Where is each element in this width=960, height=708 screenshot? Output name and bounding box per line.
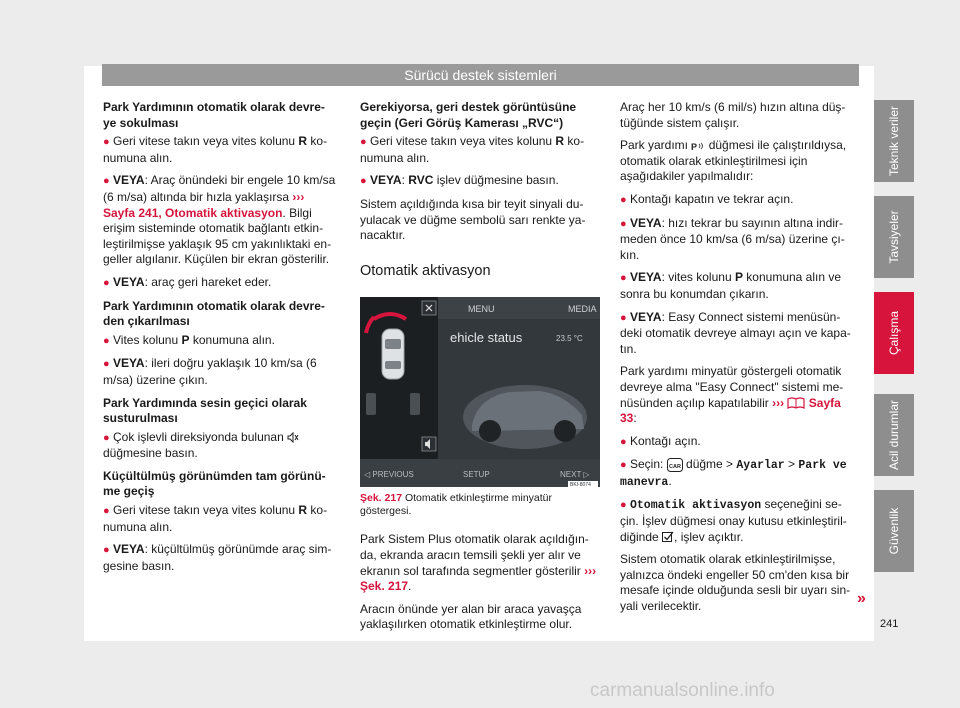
bullet: ● VEYA: hızı tekrar bu sayının altına indir-meden önce 10 km/sa (6 m/sa) üzerine çı-kın. (620, 215, 845, 262)
fig-setup-label: SETUP (463, 470, 490, 480)
bullet: ● Geri vitese takın veya vites kolunu R ko-numuna alın. (360, 134, 585, 165)
bullet: ● Geri vitese takın veya vites kolunu R ko-numuna alın. (103, 503, 328, 534)
bullet-icon: ● (103, 505, 110, 518)
rvc-button-label: RVC (408, 173, 434, 188)
bullet: ● Seçin: CAR düğme > Ayarlar > Park ve manevra. (620, 457, 847, 489)
page-reference-link[interactable]: ››› Sayfa 241, Otomatik aktivasyon (103, 189, 305, 220)
fig-title: ehicle status (450, 330, 523, 346)
fig-prev-label: ◁ PREVIOUS (364, 470, 414, 480)
paragraph: Park Sistem Plus otomatik olarak açıldığın-da, ekranda aracın temsili şekli yer alır ve ekranın sol tarafında segmentler gösterilir ››› Şek. 217. (360, 532, 597, 594)
bullet-icon: ● (360, 175, 367, 188)
bullet-icon: ● (103, 358, 110, 371)
paragraph: Aracın önünde yer alan bir araca yavaşça yaklaşılırken otomatik etkinleştirme olur. (360, 601, 582, 632)
tab-teknik-veriler[interactable]: Teknik veriler (874, 100, 914, 182)
paragraph: Araç her 10 km/s (6 mil/s) hızın altına düş-tüğünde sistem çalışır. (620, 100, 846, 130)
bullet: ● Vites kolunu P konumuna alın. (103, 332, 275, 347)
paragraph: Sistem açıldığında kısa bir teyit sinyali du-yulacak ve düğme sembolü sarı renkte ya-nacaktır. (360, 196, 586, 243)
bullet: ● Otomatik aktivasyon seçeneğini se-çin. İşlev düğmesi onay kutusu etkinleştiril-diğinde , işlev açıktır. (620, 497, 847, 544)
bullet-icon: ● (620, 193, 627, 206)
column-2 (360, 100, 600, 640)
book-icon (787, 397, 805, 409)
column-3 (620, 100, 860, 622)
bullet-icon: ● (103, 334, 110, 347)
bullet: ● Geri vitese takın veya vites kolunu R ko-numuna alın. (103, 134, 328, 165)
bullet-icon: ● (620, 272, 627, 285)
paragraph: Sistem otomatik olarak etkinleştirilmişse, yalnızca öndeki engeller 50 cm'den kısa bir mesafe içinde olduğunda sesli bir uyarı sin-yali verilecektir. (620, 552, 851, 614)
fig-code: BKI-8074 (570, 482, 591, 488)
section-title: Otomatik aktivasyon (360, 262, 491, 279)
heading-mute: Park Yardımında sesin geçici olarak susturulması (103, 395, 307, 426)
fig-temperature: 23.5 °C (556, 334, 583, 344)
figure-217-screen (360, 297, 600, 487)
infotainment-screen-illustration (360, 297, 600, 487)
tab-tavsiyeler[interactable]: Tavsiyeler (874, 196, 914, 278)
bullet-icon: ● (103, 136, 110, 149)
fig-next-label: NEXT ▷ (560, 470, 590, 480)
fig-media-label: MEDIA (568, 304, 597, 315)
park-assist-icon (691, 141, 705, 152)
paragraph: Park yardımı minyatür göstergeli otomatik devreye alma "Easy Connect" sistemi me-nüsünden açılıp kapatılabilir ››› Sayfa 33: (620, 364, 844, 426)
tab-calisma[interactable]: Çalışma (874, 292, 914, 374)
heading-view-switch: Küçültülmüş görünümden tam görünü-me geçiş (103, 468, 326, 499)
continued-marker: » (857, 590, 866, 607)
watermark: carmanualsonline.info (590, 680, 775, 701)
bullet: ● VEYA: Araç önündeki bir engele 10 km/sa (6 m/sa) altında bir hızla yaklaşırsa ››› Sayfa 241, Otomatik aktivasyon. Bilgi erişim sisteminde otomatik bağlantı etkin-leştirilmişse yaklaşık 95 cm yakınlıktaki en-geller algılanır. Küçülen bir ekran gösterilir. (103, 173, 336, 267)
bullet-icon: ● (620, 311, 627, 324)
fig-menu-label: MENU (468, 304, 495, 315)
bullet: ● VEYA: vites kolunu P konumuna alın ve sonra bu konumdan çıkarın. (620, 270, 842, 301)
page-header: Sürücü destek sistemleri (102, 64, 859, 86)
bullet: ● Çok işlevli direksiyonda bulunan düğmesine basın. (103, 430, 338, 462)
heading-auto-deactivate: Park Yardımının otomatik olarak devre-den çıkarılması (103, 298, 325, 329)
bullet-icon: ● (103, 544, 110, 557)
figure-caption: Şek. 217 Otomatik etkinleştirme minyatür göstergesi. (360, 492, 553, 518)
bullet-icon: ● (620, 459, 627, 472)
heading-auto-activate: Park Yardımının otomatik olarak devre-ye sokulması (103, 100, 325, 130)
bullet-icon: ● (103, 431, 110, 444)
page-reference-link[interactable]: ››› Sayfa 33 (620, 395, 841, 426)
checkbox-checked-icon (662, 531, 674, 543)
bullet-icon: ● (620, 435, 627, 448)
column-1 (103, 100, 338, 581)
tab-acil-durumlar[interactable]: Acil durumlar (874, 394, 914, 476)
tab-guvenlik[interactable]: Güvenlik (874, 490, 914, 572)
bullet-icon: ● (103, 276, 110, 289)
mute-speaker-icon (287, 432, 299, 443)
bullet: ● Kontağı kapatın ve tekrar açın. (620, 191, 794, 206)
car-button-icon (667, 458, 683, 472)
page-number: 241 (880, 618, 899, 630)
bullet-icon: ● (103, 175, 110, 188)
bullet: ● VEYA: araç geri hareket eder. (103, 274, 272, 289)
bullet: ● Kontağı açın. (620, 433, 701, 448)
paragraph: Park yardımı P düğmesi ile çalıştırıldıysa, otomatik olarak etkinleştirilmesi için aşağıdakiler yapılmalıdır: (620, 138, 847, 184)
figure-reference-link[interactable]: ››› Şek. 217 (360, 563, 597, 594)
svg-text:CAR: CAR (668, 464, 681, 471)
heading-rvc: Gerekiyorsa, geri destek görüntüsüne geçin (Geri Görüş Kamerası „RVC“) (360, 100, 577, 130)
bullet: ● VEYA: küçültülmüş görünümde araç sim-gesine basın. (103, 542, 332, 573)
bullet-icon: ● (620, 499, 627, 512)
bullet-icon: ● (620, 217, 627, 230)
bullet: ● VEYA: ileri doğru yaklaşık 10 km/sa (6 m/sa) üzerine çıkın. (103, 356, 317, 387)
bullet: ● VEYA: Easy Connect sistemi menüsün-deki otomatik devreye almayı açın ve kapa-tın. (620, 309, 851, 356)
bullet-icon: ● (360, 136, 367, 149)
bullet: ● VEYA: RVC işlev düğmesine basın. (360, 173, 559, 188)
svg-text:P: P (691, 141, 698, 152)
